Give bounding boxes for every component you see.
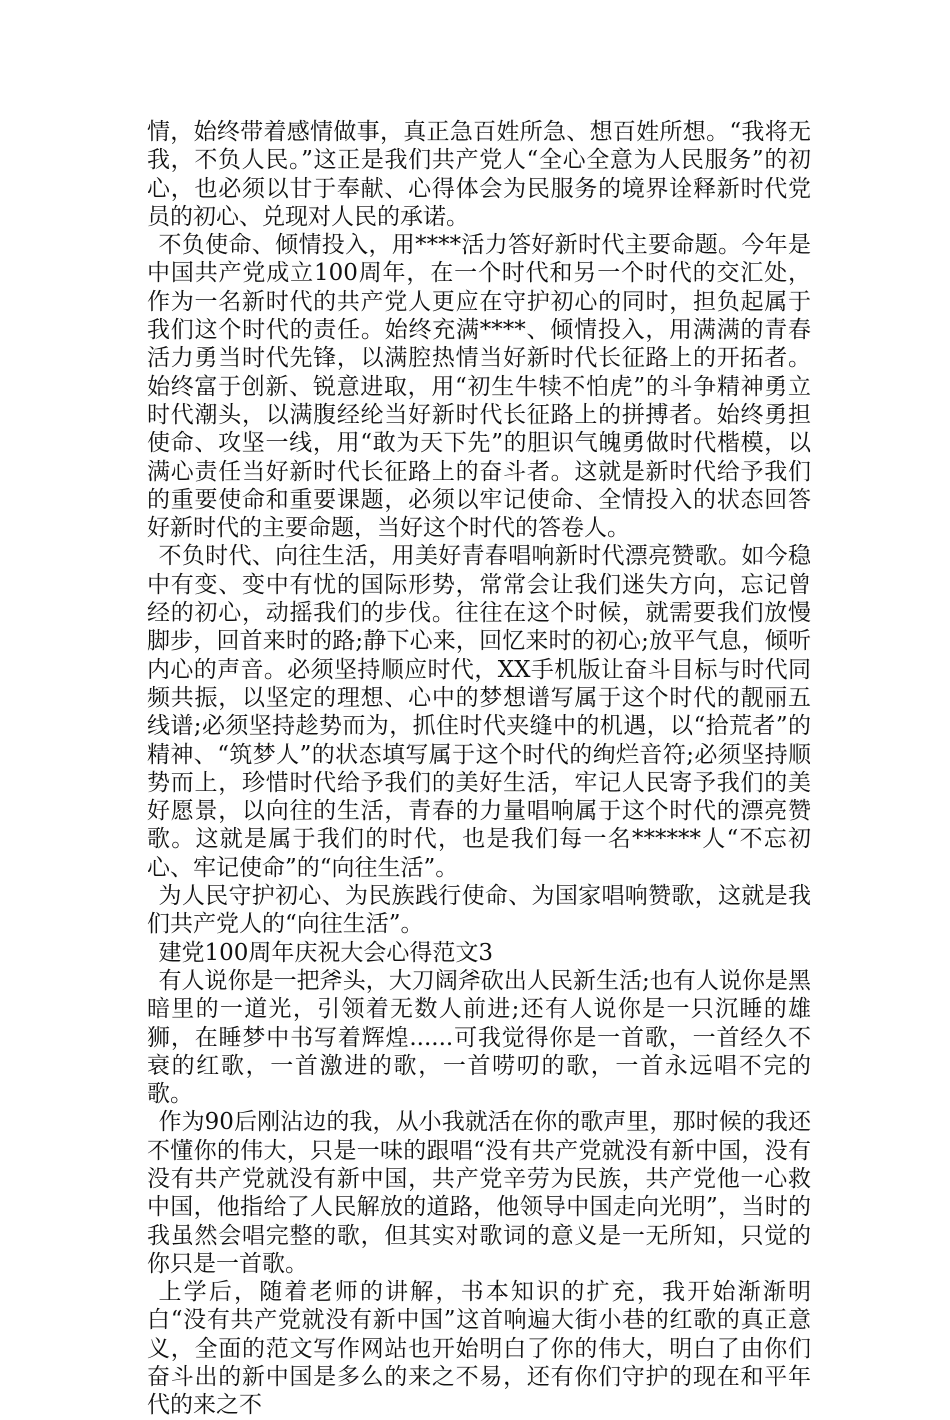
paragraph-era: 不负时代、向往生活，用美好青春唱响新时代漂亮赞歌。如今稳中有变、变中有忧的国际形势，常常会让我们迷失方向，忘记曾经的初心，动摇我们的步伐。往往在这个时候，就需要我们放慢脚步，回首来时的路;静下心来，回忆来时的初心;放平气息，倾听内心的声音。必须坚持顺应时代，XX手机版让奋斗目标与时代同频共振，以坚定的理想、心中的梦想谱写属于这个时代的靓丽五线谱;必须坚持趁势而为，抓住时代夹缝中的机遇，以“拾荒者”的精神、“筑梦人”的状态填写属于这个时代的绚烂音符;必须坚持顺势而上，珍惜时代给予我们的美好生活，牢记人民寄予我们的美好愿景，以向往的生活，青春的力量唱响属于这个时代的漂亮赞歌。这就是属于我们的时代，也是我们每一名******人“不忘初心、牢记使命”的“向往生活”。 xyxy=(147,543,811,881)
section-heading: 建党100周年庆祝大会心得范文3 xyxy=(158,939,494,966)
paragraph-mission: 不负使命、倾情投入，用****活力答好新时代主要命题。今年是中国共产党成立100周年，在一个时代和另一个时代的交汇处，作为一名新时代的共产党人更应在守护初心的同时，担负起属于我们这个时代的责任。始终充满****、倾情投入，用满满的青春活力勇当时代先锋，以满腔热情当好新时代长征路上的开拓者。始终富于创新、锐意进取，用“初生牛犊不怕虎”的斗争精神勇立时代潮头，以满腹经纶当好新时代长征路上的拼搏者。始终勇担使命、攻坚一线，用“敢为天下先”的胆识气魄勇做时代楷模，以满心责任当好新时代长征路上的奋斗者。这就是新时代给予我们的重要使命和重要课题，必须以牢记使命、全情投入的状态回答好新时代的主要命题，当好这个时代的答卷人。 xyxy=(147,232,811,542)
paragraph-childhood: 作为90后刚沾边的我，从小我就活在你的歌声里，那时候的我还不懂你的伟大，只是一味的跟唱“没有共产党就没有新中国，没有没有共产党就没有新中国，共产党辛劳为民族，共产党他一心救中国，他指给了人民解放的道路，他领导中国走向光明”，当时的我虽然会唱完整的歌，但其实对歌词的意义是一无所知，只觉的你只是一首歌。 xyxy=(147,1109,811,1277)
paragraph-song-intro: 有人说你是一把斧头，大刀阔斧砍出人民新生活;也有人说你是黑暗里的一道光，引领着无数人前进;还有人说你是一只沉睡的雄狮，在睡梦中书写着辉煌......可我觉得你是一首歌，一首经久不衰的红歌，一首激进的歌，一首唠叨的歌，一首永远唱不完的歌。 xyxy=(147,967,811,1108)
paragraph-school: 上学后，随着老师的讲解，书本知识的扩充，我开始渐渐明白“没有共产党就没有新中国”这首响遍大街小巷的红歌的真正意义，全面的范文写作网站也开始明白了你的伟大，明白了由你们奋斗出的新中国是多么的来之不易，还有你们守护的现在和平年代的来之不 xyxy=(147,1279,811,1419)
paragraph-continuation: 情，始终带着感情做事，真正急百姓所急、想百姓所想。“我将无我，不负人民。”这正是我们共产党人“全心全意为人民服务”的初心，也必须以甘于奉献、心得体会为民服务的境界诠释新时代党员的初心、兑现对人民的承诺。 xyxy=(147,119,811,230)
document-body xyxy=(147,118,811,1420)
paragraph-summary: 为人民守护初心、为民族践行使命、为国家唱响赞歌，这就是我们共产党人的“向往生活”。 xyxy=(147,883,811,938)
